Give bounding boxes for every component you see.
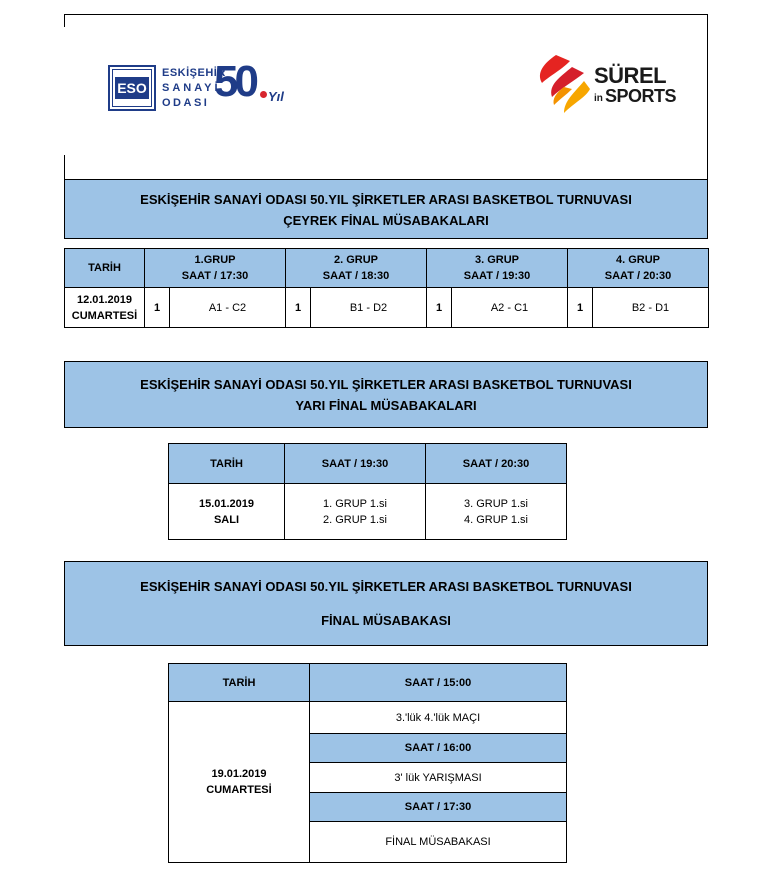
quarter-title-line-1: ESKİŞEHİR SANAYİ ODASI 50.YIL ŞİRKETLER ARASI BASKETBOL TURNUVASI	[140, 192, 632, 207]
quarter-final-title-box	[64, 179, 708, 239]
match-cell: A2 - C1	[452, 288, 568, 328]
eso-yil: Yıl	[268, 89, 284, 104]
surel-name: SÜREL	[594, 63, 667, 88]
quarter-final-table	[64, 248, 709, 328]
time-header: SAAT / 20:30	[426, 444, 567, 484]
match-number: 1	[145, 288, 170, 328]
eso-name-1: ESKİŞEHİR	[162, 67, 226, 79]
eso-name-3: ODASI	[162, 97, 210, 109]
group-4-header: 4. GRUP SAAT / 20:30	[568, 249, 709, 288]
semi-date-cell: 15.01.2019 SALI	[169, 484, 285, 540]
final-date-cell: 19.01.2019 CUMARTESİ	[169, 702, 310, 863]
eso-50: 50	[214, 57, 255, 106]
match-number: 1	[286, 288, 311, 328]
eso-name-2: SANAYİ	[162, 82, 221, 94]
semi-match-cell: 3. GRUP 1.si 4. GRUP 1.si	[426, 484, 567, 540]
eso-red-dot	[260, 91, 267, 98]
final-match-cell: FİNAL MÜSABAKASI	[310, 822, 567, 863]
date-header: TARİH	[65, 249, 145, 288]
time-header: SAAT / 17:30	[310, 793, 567, 822]
semi-final-title-box	[64, 361, 708, 428]
time-header: SAAT / 16:00	[310, 734, 567, 763]
flame-icon	[534, 53, 594, 117]
surel-in: in	[594, 93, 603, 104]
group-3-header: 3. GRUP SAAT / 19:30	[427, 249, 568, 288]
final-title-line-2: FİNAL MÜSABAKASI	[321, 613, 451, 628]
date-header: TARİH	[169, 664, 310, 702]
quarter-date-cell: 12.01.2019 CUMARTESİ	[65, 288, 145, 328]
match-cell: B1 - D2	[311, 288, 427, 328]
surel-sports: SPORTS	[605, 86, 677, 106]
match-number: 1	[427, 288, 452, 328]
final-title-box	[64, 561, 708, 646]
match-cell: B2 - D1	[593, 288, 709, 328]
group-1-header: 1.GRUP SAAT / 17:30	[145, 249, 286, 288]
time-header: SAAT / 15:00	[310, 664, 567, 702]
semi-title-line-2: YARI FİNAL MÜSABAKALARI	[295, 398, 477, 413]
surel-logo	[534, 53, 684, 118]
semi-final-table	[168, 443, 567, 540]
time-header: SAAT / 19:30	[285, 444, 426, 484]
group-2-header: 2. GRUP SAAT / 18:30	[286, 249, 427, 288]
final-table	[168, 663, 567, 863]
logo-header	[64, 14, 708, 179]
semi-match-cell: 1. GRUP 1.si 2. GRUP 1.si	[285, 484, 426, 540]
match-number: 1	[568, 288, 593, 328]
eso-logo	[108, 57, 308, 115]
final-title-line-1: ESKİŞEHİR SANAYİ ODASI 50.YIL ŞİRKETLER ARASI BASKETBOL TURNUVASI	[140, 579, 632, 594]
final-match-cell: 3' lük YARIŞMASI	[310, 763, 567, 793]
final-match-cell: 3.'lük 4.'lük MAÇI	[310, 702, 567, 734]
date-header: TARİH	[169, 444, 285, 484]
eso-box-text: ESO	[115, 77, 149, 99]
quarter-title-line-2: ÇEYREK FİNAL MÜSABAKALARI	[283, 213, 489, 228]
match-cell: A1 - C2	[170, 288, 286, 328]
semi-title-line-1: ESKİŞEHİR SANAYİ ODASI 50.YIL ŞİRKETLER ARASI BASKETBOL TURNUVASI	[140, 377, 632, 392]
